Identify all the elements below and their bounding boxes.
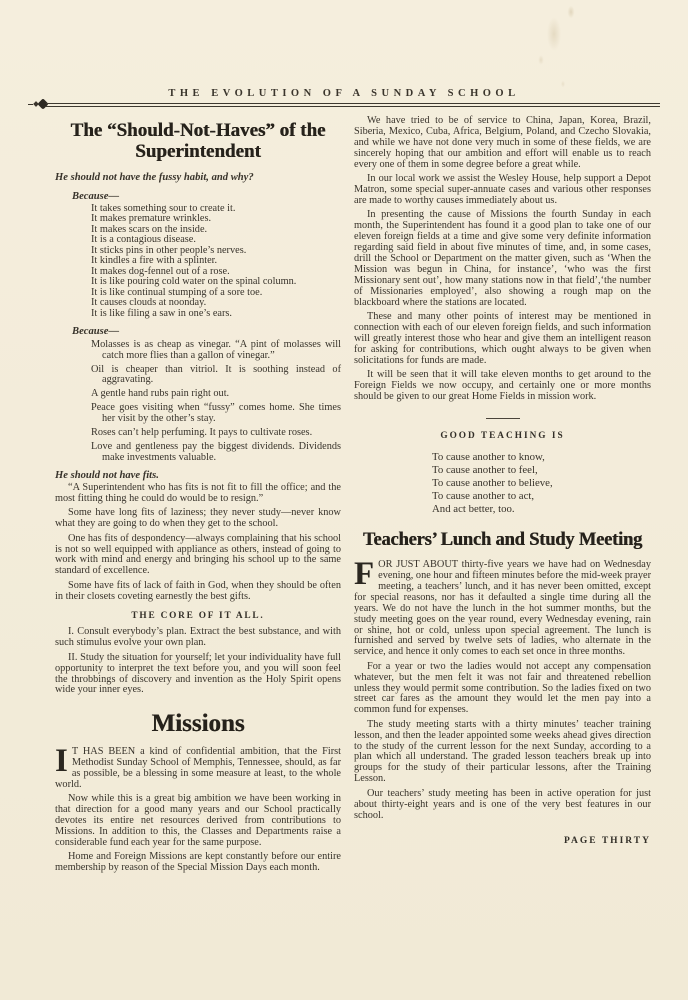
paragraph: These and many other points of interest may be mentioned in connection with each of our eleven foreign fields, and such information will greatly interest those who hear and give them an intelligent reason for asking for contributions, which ought always to be given when solicitations for funds are made. [354, 310, 651, 366]
drop-cap: I [55, 743, 68, 780]
list-item: Love and gentleness pay the biggest dividends. Dividends make investments valuable. [91, 440, 341, 463]
list-item: Oil is cheaper than vitriol. It is soothing instead of aggravating. [91, 363, 341, 386]
poem-line: To cause another to act, [432, 490, 535, 503]
lead-paragraph [354, 556, 651, 658]
list-item: A gentle hand rubs pain right out. [91, 388, 230, 400]
drop-cap: F [354, 556, 375, 593]
running-header: THE EVOLUTION OF A SUNDAY SCHOOL [168, 88, 520, 99]
list-item: It causes clouds at noonday. [91, 297, 207, 309]
lead-paragraph [55, 743, 341, 791]
page-number: PAGE THIRTY [563, 836, 651, 847]
poem-line: To cause another to believe, [432, 476, 553, 489]
paragraph: Some have fits of lack of faith in God, when they should be often in their closets coveting earnestly the best gifts. [55, 579, 341, 602]
left-column [55, 116, 341, 878]
right-column [354, 116, 651, 878]
paragraph: Now while this is a great big ambition we have been working in that direction for a good many years and our School practically devotes its entire net resources derived from contributions to Missions. In addition to this, the Classes and Departments raise a considerable fund each year for the same purpose. [55, 793, 341, 849]
section-title-missions: Missions [151, 710, 245, 738]
paragraph: In presenting the cause of Missions the fourth Sunday in each month, the Superintendent has found it a good plan to take one of our eleven foreign fields at a time and give some very definite information regarding said field in about five minutes of time, and, in some cases, drill the School or Department on the matter given, such as ‘When the Mission was begun in China, for instance’, ‘who was the first Missionary sent out’, how many stations now in that field’,‘the number of Missionaries employed’, also showing a rough map on the blackboard where the stations are located. [354, 209, 651, 308]
good-teaching-heading: GOOD TEACHING IS [440, 430, 565, 441]
list-item: Molasses is as cheap as vinegar. “A pint of molasses will catch more flies than a gallon of vinegar.” [91, 338, 341, 361]
list-item: It makes scars on the inside. [91, 223, 208, 235]
list-item: It is like filing a saw in one’s ears. [91, 307, 232, 319]
article-title-line2: Superintendent [135, 141, 261, 163]
article-title-line1: The “Should-Not-Haves” of the [70, 120, 326, 141]
list-item: It is like pouring cold water on the spinal column. [91, 276, 297, 288]
paragraph: Our teachers’ study meeting has been in active operation for just about thirty-eight years and is one of the very best features in our school. [354, 787, 651, 821]
paragraph: In our local work we assist the Wesley House, help support a Depot Matron, some special super-annuate cases and various other responses are made to worthy causes immediately about us. [354, 173, 651, 206]
because-label-2: Because— [72, 326, 120, 338]
poem-line: To cause another to feel, [432, 463, 538, 476]
list-item: Roses can’t help perfuming. It pays to cultivate roses. [91, 427, 313, 439]
paragraph: II. Study the situation for yourself; let your individuality have full opportunity to interpret the text before you, and you will soon feel the throbbings of discovery and invention as the Holy Spirit opens wide your inner eyes. [55, 651, 341, 696]
good-teaching-poem [432, 451, 651, 517]
paragraph: Home and Foreign Missions are kept constantly before our entire membership by reason of the Special Mission Days each month. [55, 851, 341, 874]
list-item: It makes dog-fennel out of a rose. [91, 265, 230, 277]
section-title-teachers-lunch: Teachers’ Lunch and Study Meeting [362, 530, 643, 551]
paragraph: “A Superintendent who has fits is not fit to fill the office; and the most fitting thing he could do would be to resign.” [55, 481, 341, 504]
because-list-2 [55, 340, 341, 464]
poem-line: To cause another to know, [432, 450, 545, 463]
paragraph: It will be seen that it will take eleven months to get around to the Foreign Fields we now occupy, and certainly one or more months should be given to our great Home Fields in mission work. [354, 368, 651, 402]
lead-paragraph-text: T HAS BEEN a kind of confidential ambition, that the First Methodist Sunday School of Memphis, Tennessee, should, as far as possible, be a blessing in some measure at least, to the whole world. [55, 746, 341, 791]
paragraph: The study meeting starts with a thirty minutes’ teacher training lesson, and then the leader appointed some weeks ahead gives direction to the study of the current lesson for the next Sunday, according to a plan which all understand. The graded lesson teachers break up into groups for the study of their particular lessons, after the Training Lesson. [354, 718, 651, 785]
paragraph: I. Consult everybody’s plan. Extract the best substance, and with such stimulus evolve your own plan. [55, 626, 341, 649]
lead-paragraph-text: OR JUST ABOUT thirty-five years we have had on Wednesday evening, one hour and fifteen minutes before the mid-week prayer meeting, a teachers’ lunch, and it has never been omitted, except for special reasons, nor has it defaulted a single time during all the years. We do not have the lunch in the hot summer months, but the study meeting goes on the year round, every Wednesday evening, rain or shine, hot or cold, unless upon special agreement. The lunch is furnished and served by twelve sets of ladies, who alternate in the service, and hence it only comes to each set once in three months. [354, 559, 651, 658]
core-heading: THE CORE OF IT ALL. [131, 610, 265, 621]
list-item: It makes premature wrinkles. [91, 213, 212, 225]
poem-line: And act better, too. [432, 503, 515, 516]
list-item: It sticks pins in other people’s nerves. [91, 244, 247, 256]
article-subtitle: He should not have the fussy habit, and why? [55, 171, 254, 183]
because-label-1: Because— [72, 190, 120, 202]
header-double-rule [46, 103, 660, 107]
two-column-text [55, 116, 651, 878]
section-divider [486, 418, 520, 419]
list-item: It is a contagious disease. [91, 234, 196, 246]
paragraph: For a year or two the ladies would not accept any compensation whatever, but the men felt it was not fair and threatened rebellion unless they would permit some contribution. So the ladies fixed on two street car fares as the amount they would let the men pay into a common fund for expenses. [354, 660, 651, 716]
paragraph: One has fits of despondency—always complaining that his school is not so well equipped with appliance as others, instead of going to work with mind and energy and bringing his school up to the same standard of excellence. [55, 532, 341, 577]
because-list-1 [55, 204, 341, 320]
paragraph: We have tried to be of service to China, Japan, Korea, Brazil, Siberia, Mexico, Cuba, Africa, Belgium, Poland, and Czecho Slovakia, and while we have not done very much in some of these fields, we are sincerely hoping that our ambition and effort will enable us to reach every one of them in some degree before a great while. [354, 115, 651, 170]
list-item: It is like continual stumping of a sore toe. [91, 286, 263, 298]
paragraph: Some have long fits of laziness; they never study—never know what they are going to do when they get to the school. [55, 507, 341, 530]
list-item: Peace goes visiting when “fussy” comes home. She times her visit by the other’s stay. [91, 402, 341, 425]
list-item: It kindles a fire with a splinter. [91, 255, 218, 267]
fits-heading: He should not have fits. [55, 469, 159, 481]
list-item: It takes something sour to create it. [91, 202, 236, 214]
article-title-should-not-haves [55, 120, 341, 163]
